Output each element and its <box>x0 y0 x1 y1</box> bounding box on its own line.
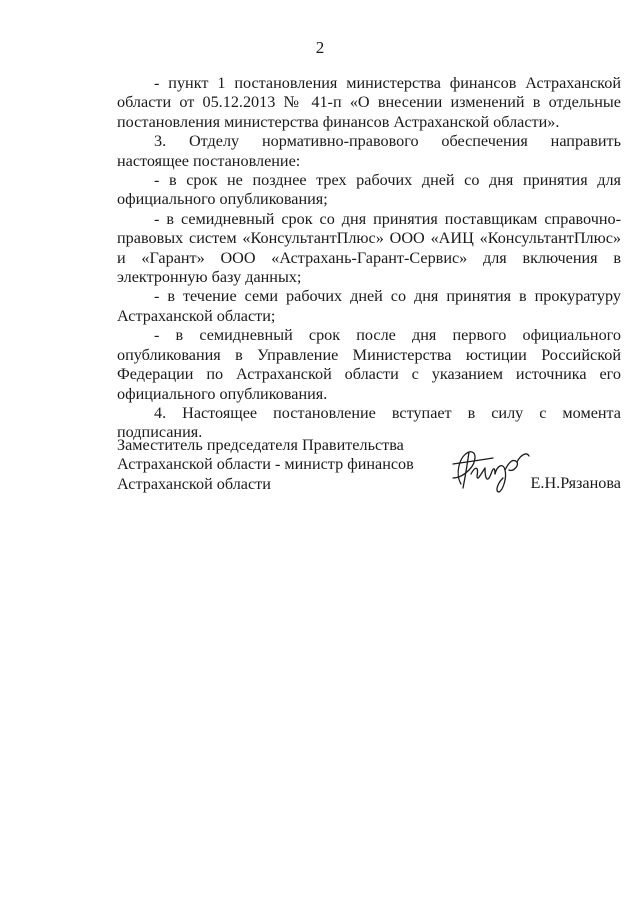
paragraph-repeal-item: - пункт 1 постановления министерства финансов Астраханской области от 05.12.2013 № 41-п «О внесении изменений в отдельные постановления министерства финансов Астраханской области». <box>117 74 621 131</box>
paragraph-item-4: 4. Настоящее постановление вступает в силу с момента подписания. <box>117 403 621 442</box>
paragraph-item-3: 3. Отделу нормативно-правового обеспечения направить настоящее постановление: <box>117 132 621 170</box>
position-line: Заместитель председателя Правительства <box>117 436 404 454</box>
signatory-position <box>117 436 427 494</box>
position-line: Астраханской области - министр финансов <box>117 455 414 474</box>
paragraph-legal-systems: - в семидневный срок со дня принятия поставщикам справочно-правовых систем «КонсультантПлюс» ООО «АИЦ «КонсультантПлюс» и «Гарант» ООО «Астрахань-Гарант-Сервис» для включения в электронную базу данных; <box>117 209 621 287</box>
signature-block <box>117 436 621 506</box>
signatory-name: Е.Н.Рязанова <box>530 474 621 492</box>
paragraph-ministry-of-justice: - в семидневный срок после дня первого официального опубликования в Управление Министерства юстиции Российской Федерации по Астраханской области с указанием источника его официального опубликования. <box>117 326 621 403</box>
paragraph-publication-deadline: - в срок не позднее трех рабочих дней со дня принятия для официального опубликования; <box>117 171 621 209</box>
position-line: Астраханской области <box>117 474 271 493</box>
page-number: 2 <box>315 38 325 57</box>
paragraph-prosecutor: - в течение семи рабочих дней со дня принятия в прокуратуру Астраханской области; <box>117 287 621 325</box>
document-body <box>117 74 621 443</box>
handwritten-signature <box>447 444 535 494</box>
